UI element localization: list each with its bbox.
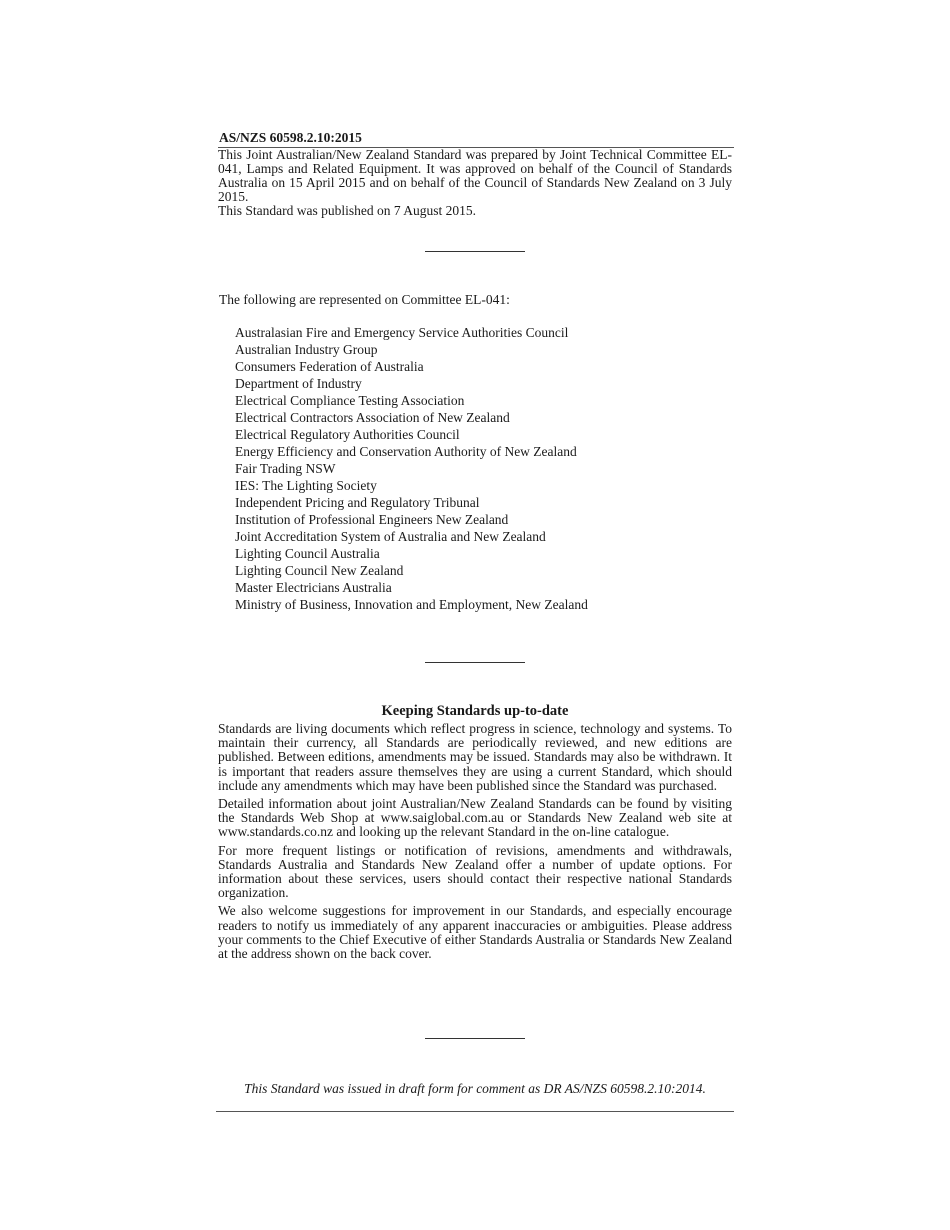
separator-rule <box>425 1038 525 1039</box>
list-item: Fair Trading NSW <box>235 461 336 476</box>
list-item: Electrical Regulatory Authorities Council <box>235 427 460 442</box>
list-item: Joint Accreditation System of Australia and New Zealand <box>235 529 546 544</box>
approval-paragraph: This Joint Australian/New Zealand Standard was prepared by Joint Technical Committee EL-041, Lamps and Related Equipment. It was approved on behalf of the Council of Standards Australia on 15 April 2015 and on behalf of the Council of Standards New Zealand on 3 July 2015. <box>218 147 732 204</box>
list-item: Australasian Fire and Emergency Service Authorities Council <box>235 325 569 340</box>
list-item: Lighting Council Australia <box>235 546 380 561</box>
committee-intro: The following are represented on Committee EL-041: <box>219 292 510 307</box>
list-item: Lighting Council New Zealand <box>235 563 404 578</box>
list-item: Consumers Federation of Australia <box>235 359 424 374</box>
list-item: IES: The Lighting Society <box>235 478 377 493</box>
list-item: Electrical Compliance Testing Association <box>235 393 465 408</box>
approval-block <box>218 148 732 218</box>
list-item: Australian Industry Group <box>235 342 378 357</box>
keeping-standards-text <box>218 722 732 965</box>
list-item: Ministry of Business, Innovation and Employment, New Zealand <box>235 597 588 612</box>
list-item: Master Electricians Australia <box>235 580 392 595</box>
list-item: Energy Efficiency and Conservation Authority of New Zealand <box>235 444 577 459</box>
separator-rule <box>425 251 525 252</box>
body-paragraph: Detailed information about joint Australian/New Zealand Standards can be found by visiting the Standards Web Shop at www.saiglobal.com.au or Standards New Zealand web site at www.standards.co.nz and looking up the relevant Standard in the on-line catalogue. <box>218 796 732 840</box>
document-id: AS/NZS 60598.2.10:2015 <box>219 130 362 145</box>
body-paragraph: For more frequent listings or notification of revisions, amendments and withdrawals, Standards Australia and Standards New Zealand offer a number of update options. For information about these services, users should contact their respective national Standards organization. <box>218 842 732 901</box>
body-paragraph: We also welcome suggestions for improvement in our Standards, and especially encourage readers to notify us immediately of any apparent inaccuracies or ambiguities. Please address your comments to the Chief Executive of either Standards Australia or Standards New Zealand at the address shown on the back cover. <box>218 903 732 962</box>
list-item: Independent Pricing and Regulatory Tribunal <box>235 495 480 510</box>
list-item: Electrical Contractors Association of New Zealand <box>235 410 510 425</box>
footer-rule <box>216 1111 734 1112</box>
published-line: This Standard was published on 7 August 2015. <box>218 203 476 218</box>
committee-member-list <box>235 324 588 613</box>
separator-rule <box>425 662 525 663</box>
section-title: Keeping Standards up-to-date <box>381 703 569 719</box>
body-paragraph: Standards are living documents which reflect progress in science, technology and systems. To maintain their currency, all Standards are periodically reviewed, and new editions are published. Between editions, amendments may be issued. Standards may also be withdrawn. It is important that readers assure themselves they are using a current Standard, which should include any amendments which may have been published since the Standard was purchased. <box>218 721 732 793</box>
list-item: Institution of Professional Engineers New Zealand <box>235 512 509 527</box>
list-item: Department of Industry <box>235 376 362 391</box>
draft-note: This Standard was issued in draft form for comment as DR AS/NZS 60598.2.10:2014. <box>244 1081 706 1096</box>
